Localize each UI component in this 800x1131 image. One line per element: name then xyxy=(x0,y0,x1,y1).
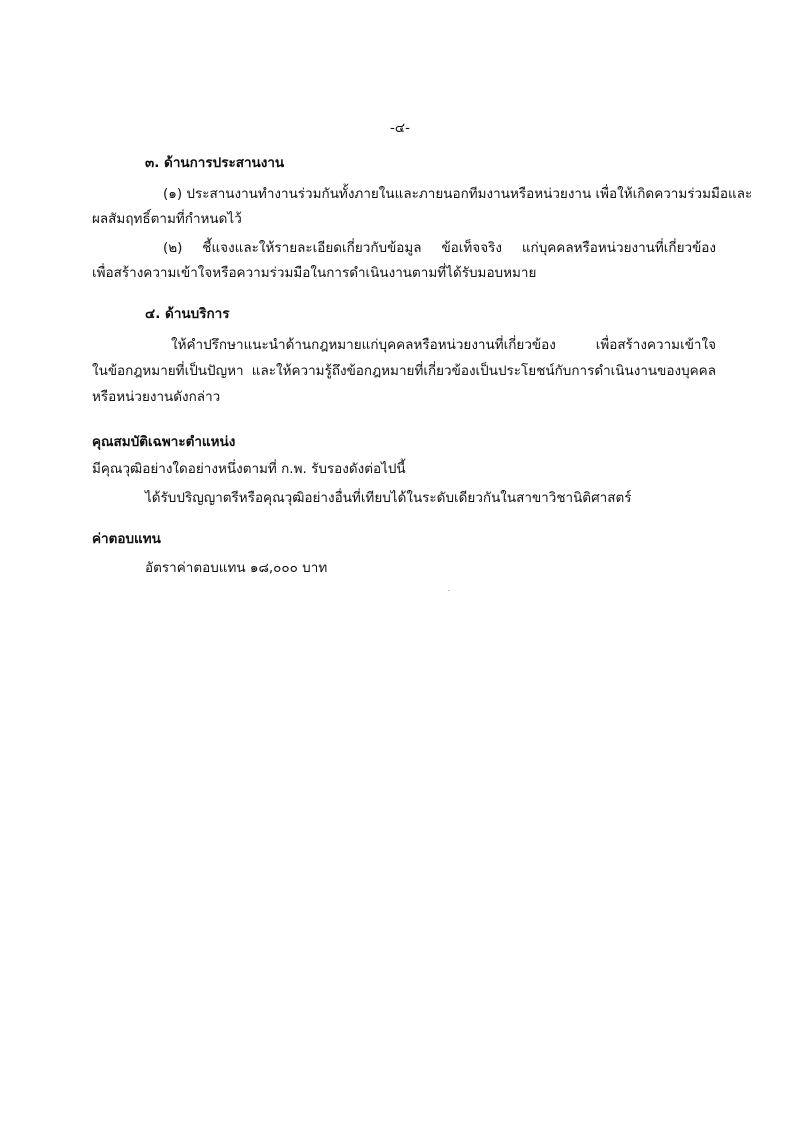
section4-line1: ให้คำปรึกษาแนะนำด้านกฎหมายแก่บุคคลหรือหน่วยงานที่เกี่ยวข้อง เพื่อสร้างความเข้าใจ xyxy=(171,337,716,353)
section3-item1-line1: (๑) ประสานงานทำงานร่วมกันทั้งภายในและภายนอกทีมงานหรือหน่วยงาน เพื่อให้เกิดความร่วมมือและ xyxy=(163,186,753,202)
qualifications-line1: มีคุณวุฒิอย่างใดอย่างหนึ่งตามที่ ก.พ. รับรองดังต่อไปนี้ xyxy=(92,461,406,477)
section3-item2-line1: (๒) ชี้แจงและให้รายละเอียดเกี่ยวกับข้อมูล ข้อเท็จจริง แก่บุคคลหรือหน่วยงานที่เกี่ยวข้อง xyxy=(163,240,716,256)
section3-item1-line2: ผลสัมฤทธิ์ตามที่กำหนดไว้ xyxy=(92,211,242,227)
section3-heading: ๓. ด้านการประสานงาน xyxy=(145,155,285,171)
scan-speck xyxy=(448,590,450,591)
qualifications-line2: ได้รับปริญญาตรีหรือคุณวุฒิอย่างอื่นที่เทียบได้ในระดับเดียวกันในสาขาวิชานิติศาสตร์ xyxy=(145,490,632,506)
qualifications-heading: คุณสมบัติเฉพาะตำแหน่ง xyxy=(92,434,236,450)
section4-heading: ๔. ด้านบริการ xyxy=(145,306,230,322)
section4-line3: หรือหน่วยงานดังกล่าว xyxy=(92,389,221,405)
section3-item2-line2: เพื่อสร้างความเข้าใจหรือความร่วมมือในการดำเนินงานตามที่ได้รับมอบหมาย xyxy=(92,265,537,281)
compensation-heading: ค่าตอบแทน xyxy=(92,531,161,547)
page-number: -๔- xyxy=(390,120,410,136)
compensation-line1: อัตราค่าตอบแทน ๑๘,๐๐๐ บาท xyxy=(145,560,328,576)
section4-line2: ในข้อกฎหมายที่เป็นปัญหา และให้ความรู้ถึงข้อกฎหมายที่เกี่ยวข้องเป็นประโยชน์กับการดำเนินงานของบุคคล xyxy=(92,363,716,379)
